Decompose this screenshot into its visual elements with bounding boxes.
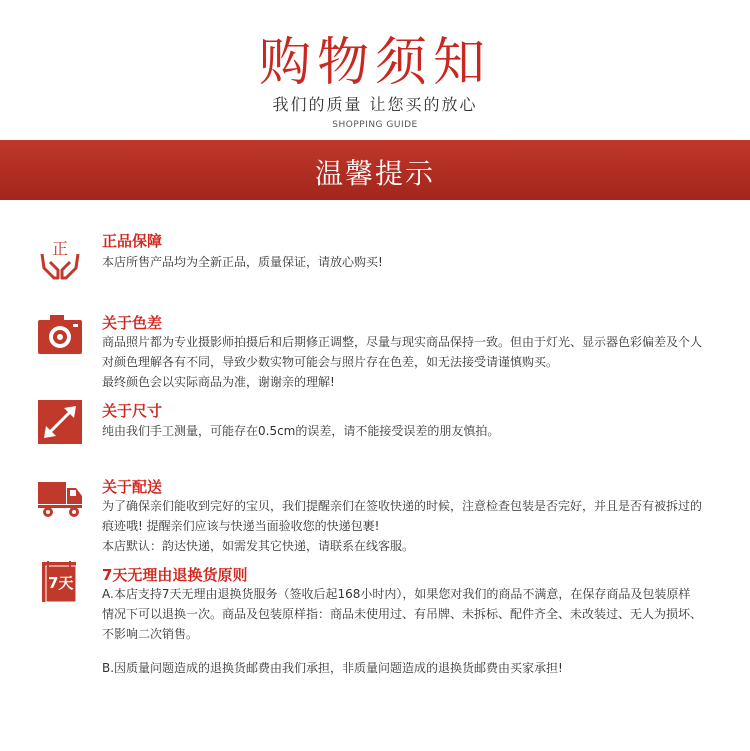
section-text [102, 496, 732, 556]
english-subtitle: SHOPPING GUIDE [332, 120, 418, 130]
text-line: A.本店支持7天无理由退换货服务（签收后起168小时内），如果您对我们的商品不满意，在保存商品及包装原样 [102, 587, 691, 601]
text-line: 对颜色理解各有不同，导致少数实物可能会与照片存在色差，如无法接受请谨慎购买。 [102, 355, 559, 369]
authentic-hands-icon [36, 234, 84, 282]
calendar-icon-label: 7天 [48, 574, 74, 592]
text-line: 为了确保亲们能收到完好的宝贝，我们提醒亲们在签收快递的时候，注意检查包装是否完好，并且是否有被拆过的 [102, 499, 703, 513]
section-title: 关于色差 [102, 314, 163, 332]
section-title: 关于配送 [102, 478, 163, 496]
seven-day-calendar-icon [36, 558, 84, 606]
text-line: 本店默认：韵达快递，如需发其它快递，请联系在线客服。 [102, 539, 415, 553]
section-title: 正品保障 [102, 232, 163, 250]
section-text [102, 252, 732, 272]
section-note [102, 658, 732, 678]
section-text [102, 421, 732, 441]
text-line: 本店所售产品均为全新正品，质量保证，请放心购买! [102, 255, 383, 269]
camera-icon [36, 312, 84, 360]
text-line: 痕迹哦! 提醒亲们应该与快递当面验收您的快递包裹! [102, 519, 380, 533]
text-line: 纯由我们手工测量，可能存在0.5cm的误差，请不能接受误差的朋友慎拍。 [102, 424, 500, 438]
header [0, 0, 750, 140]
resize-arrow-icon [36, 398, 84, 446]
section-title: 7天无理由退换货原则 [102, 566, 248, 584]
svg-text:正: 正 [51, 239, 69, 258]
text-line: 最终颜色会以实际商品为准，谢谢亲的理解! [102, 375, 335, 389]
page-title: 购物须知 [258, 33, 491, 93]
section-text [102, 332, 732, 392]
text-line: 不影响二次销售。 [102, 627, 199, 641]
section-text [102, 584, 732, 644]
banner-title: 温馨提示 [314, 157, 435, 190]
page-subtitle: 我们的质量 让您买的放心 [272, 95, 478, 114]
delivery-truck-icon [36, 474, 84, 522]
text-line: 商品照片都为专业摄影师拍摄后和后期修正调整，尽量与现实商品保持一致。但由于灯光、显示器色彩偏差及个人 [102, 335, 703, 349]
text-line: B.因质量问题造成的退换货邮费由我们承担，非质量问题造成的退换货邮费由买家承担! [102, 661, 563, 675]
text-line: 情况下可以退换一次。商品及包装原样指：商品未使用过、有吊牌、未拆标、配件齐全、未改装过、无人为损坏、 [102, 607, 703, 621]
banner [0, 140, 750, 200]
section-title: 关于尺寸 [102, 402, 163, 420]
